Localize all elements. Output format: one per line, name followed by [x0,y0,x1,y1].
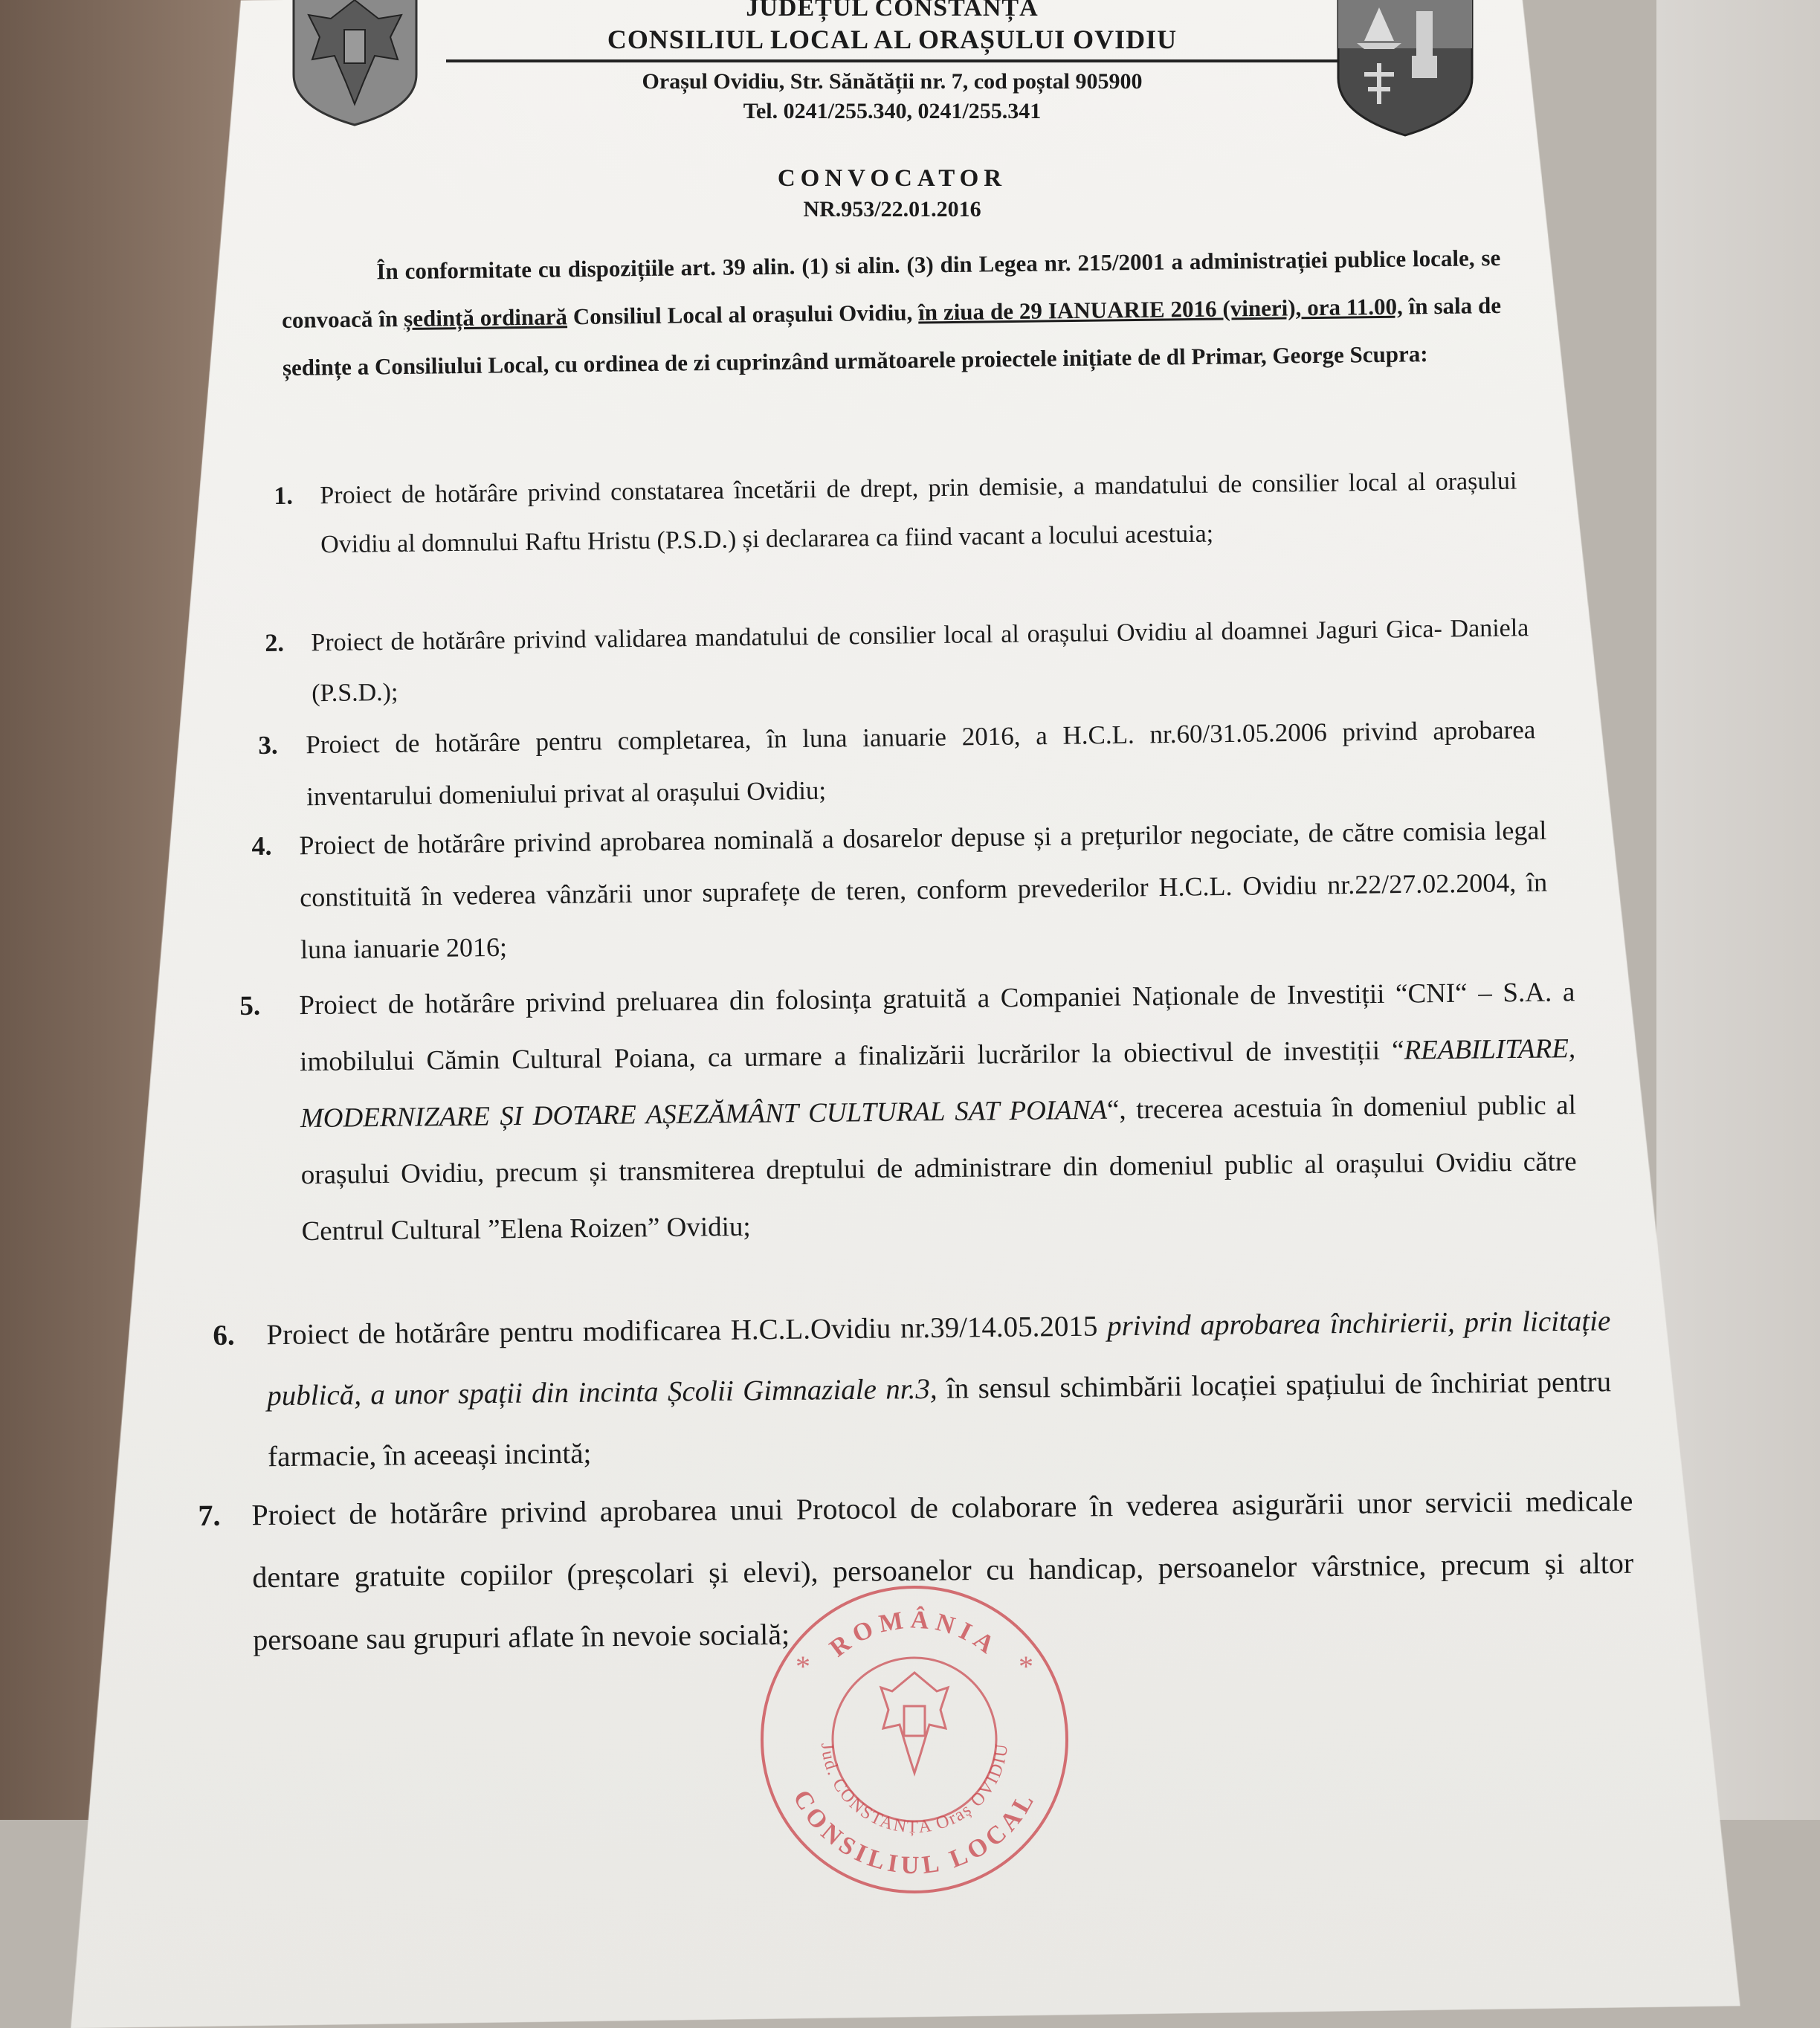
intro-part3: în sala de ședințe a Consiliului Local, cu ordinea de zi cuprinzând următoarele proiectele inițiate de dl Primar, George Scupra: [282,291,1502,381]
agenda-item-text-italic: privind aprobarea închirierii, prin licitație publică, a unor spații din incinta Școlii Gimnaziale nr.3, [267,1305,1611,1412]
agenda-item-text-a: Proiect de hotărâre privind preluarea din folosința gratuită a Companiei Naționale de Investiții “CNI“ – S.A. a imobilului Cămin Cultural Poiana, ca urmare a finalizării lucrărilor la obiectivul de investiții “ [299,977,1575,1078]
agenda-item-text: Proiect de hotărâre privind constatarea încetării de drept, prin demisie, a mandatului de consilier local al orașului Ovidiu al domnului Raftu Hristu (P.S.D.) și declararea ca fiind vacant a locului acestuia; [320,467,1517,559]
agenda-item-number: 5. [239,990,261,1021]
agenda-item-number: 4. [251,830,272,861]
session-type: ședință ordinară [403,303,568,332]
agenda-item [239,964,1578,1261]
agenda-item [213,1291,1612,1488]
county-name: JUDEȚUL CONSTANȚA [746,0,1039,22]
agenda-item-number: 3. [258,730,278,760]
stamp-crest-icon [881,1673,948,1773]
intro-part1: În conformitate cu dispozițiile art. 39 alin. (1) si alin. (3) din Legea nr. 215/2001 a administrației publice locale, se convoacă în [281,244,1501,333]
official-stamp [751,1576,1078,1903]
agenda-item-number: 1. [274,482,294,510]
document-number: NR.953/22.01.2016 [803,197,981,222]
agenda-item-number: 2. [265,629,285,657]
svg-text:Jud. CONSTANȚA Oraș OVIDIU [817,1742,1012,1837]
council-phone: Tel. 0241/255.340, 0241/255.341 [743,99,1042,123]
stamp-star-icon: * [796,1650,810,1683]
agenda-item-text: Proiect de hotărâre pentru completarea, în luna ianuarie 2016, a H.C.L. nr.60/31.05.2006 privind aprobarea inventarului domeniului privat al orașului Ovidiu; [306,715,1536,812]
agenda-item-text [239,964,1578,1261]
session-date: în ziua de 29 IANUARIE 2016 (vineri), ora 11.00, [917,293,1403,326]
intro-paragraph [281,234,1502,392]
agenda-item-text-italic: REABILITARE, MODERNIZARE ȘI DOTARE AȘEZĂMÂNT CULTURAL SAT POIANA [300,1033,1576,1134]
agenda-item-text-b: în sensul schimbării locației spațiului de închiriat pentru farmacie, în aceeași incintă; [267,1366,1612,1473]
agenda-item-text: Proiect de hotărâre privind aprobarea nominală a dosarelor depuse și a prețurilor negociate, de către comisia legal constituită în vederea vânzării unor suprafețe de teren, conform prevederilor H.C.L. Ovidiu nr.22/27.02.2004, în luna ianuarie 2016; [299,815,1548,965]
agenda-item-text [213,1291,1612,1488]
svg-text:ROMÂNIA [825,1605,1004,1662]
agenda-item-text: Proiect de hotărâre privind aprobarea unui Protocol de colaborare în vederea asigurării unor servicii medicale dentare gratuite copiilor (preșcolari și elevi), persoanelor cu handicap, persoanelor vârstnice, precum și altor persoane sau grupuri aflate în nevoie socială; [251,1483,1634,1657]
ovidiu-coat-of-arms-icon [1335,0,1476,138]
agenda-item [258,704,1537,824]
agenda-item-number: 7. [198,1498,221,1532]
document-title: CONVOCATOR [777,165,1007,192]
stamp-middle-text: Jud. CONSTANȚA Oraș OVIDIU [816,1741,1013,1838]
agenda-item-number: 6. [213,1319,235,1352]
agenda-item-text-b: “, trecerea acestuia în domeniul public al orașului Ovidiu, precum și transmiterea dreptului de administrare din domeniul public al orașului Ovidiu către Centrul Cultural ”Elena Roizen” Ovidiu; [300,1090,1577,1247]
agenda-item-text: Proiect de hotărâre privind validarea mandatului de consilier local al orașului Ovidiu al doamnei Jaguri Gica- Daniela (P.S.D.); [311,614,1529,708]
intro-part2: Consiliul Local al orașului Ovidiu, [567,299,919,330]
stamp-top-text: ROMÂNIA [825,1606,1004,1663]
agenda-item [274,457,1517,570]
stamp-bottom-text: CONSILIUL LOCAL [787,1785,1042,1880]
council-address: Orașul Ovidiu, Str. Sănătății nr. 7, cod poștal 905900 [642,69,1143,94]
council-name: CONSILIUL LOCAL AL ORAȘULUI OVIDIU [446,22,1338,62]
stamp-star-icon: * [1019,1650,1033,1683]
agenda-item-text-a: Proiect de hotărâre pentru modificarea H.C.L.Ovidiu nr.39/14.05.2015 [266,1310,1108,1352]
romania-coat-of-arms-icon [286,0,424,126]
agenda-item [265,603,1530,720]
agenda-item [251,804,1548,976]
letterhead [446,0,1338,126]
